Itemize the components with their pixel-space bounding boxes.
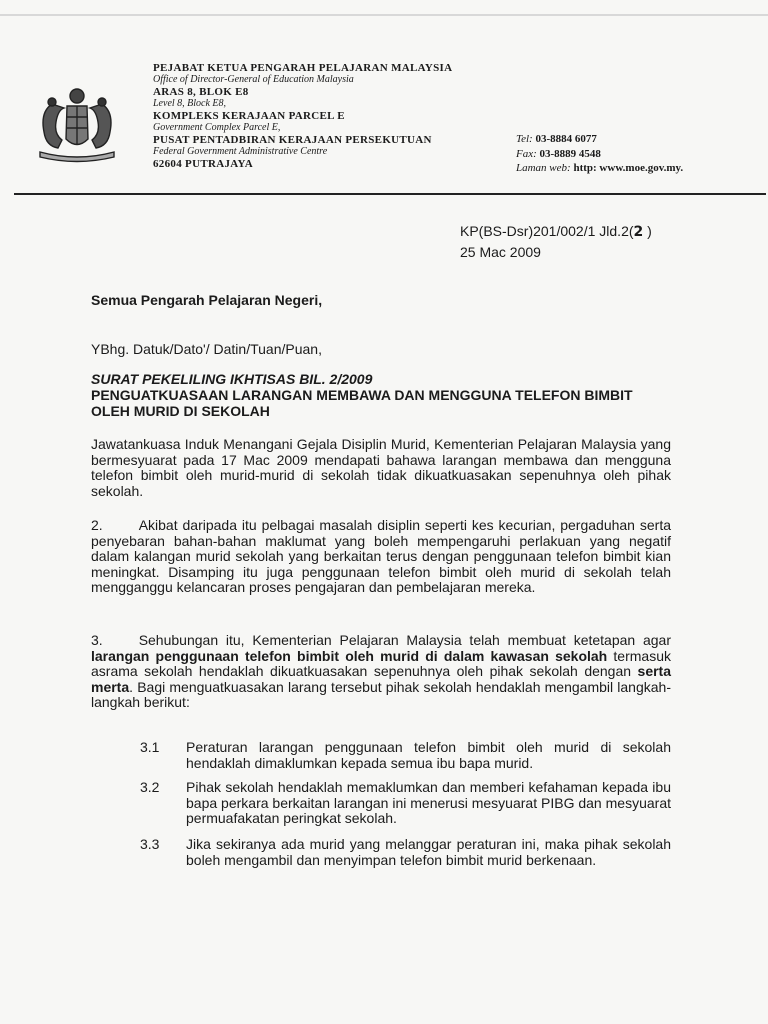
letterhead-address xyxy=(153,62,452,170)
letterhead-line: PEJABAT KETUA PENGARAH PELAJARAN MALAYSIA xyxy=(153,62,453,74)
addressee: Semua Pengarah Pelajaran Negeri, xyxy=(91,292,323,308)
list-item-number: 3.3 xyxy=(140,836,160,852)
paragraph-1: Jawatankuasa Induk Menangani Gejala Disiplin Murid, Kementerian Pelajaran Malaysia yang bermesyuarat pada 17 Mac 2009 mendapati bahawa larangan membawa dan mengguna telefon bimbit oleh murid-murid di sekolah tidak dikuatkuasakan sepenuhnya oleh pihak sekolah. xyxy=(91,436,671,499)
reference-close: ) xyxy=(643,223,652,239)
letter-date: 25 Mac 2009 xyxy=(460,244,541,260)
paragraph-text: Akibat daripada itu pelbagai masalah disiplin seperti kes kecurian, pergaduhan serta penyebaran bahan-bahan maklumat yang boleh mempengaruhi perlakuan yang negatif dalam kalangan murid sekolah yang berkaitan terus dengan penggunaan telefon bimbit kian meningkat. Disamping itu juga penggunaan telefon bimbit oleh murid di sekolah telah mengganggu kelancaran proses pengajaran dan pembelajaran mereka. xyxy=(91,517,671,595)
paragraph-emphasis: larangan penggunaan telefon bimbit oleh murid di dalam kawasan sekolah xyxy=(91,647,608,664)
tel-number: 03-8884 6077 xyxy=(535,133,597,145)
paragraph-number: 3. xyxy=(91,632,103,648)
letterhead-line: Government Complex Parcel E, xyxy=(153,122,281,133)
salutation: YBhg. Datuk/Dato'/ Datin/Tuan/Puan, xyxy=(91,341,322,357)
reference-handwritten: 2 xyxy=(633,224,644,240)
paragraph-2 xyxy=(91,518,671,596)
reference-number: KP(BS-Dsr)201/002/1 Jld.2( xyxy=(460,223,634,239)
paragraph-emphasis: serta merta xyxy=(91,663,671,695)
fax-label: Fax: xyxy=(516,147,537,160)
circular-number: 2/2009 xyxy=(329,371,373,387)
letterhead-contact xyxy=(516,132,683,176)
paragraph-text: Sehubungan itu, Kementerian Pelajaran Malaysia telah membuat ketetapan agar xyxy=(138,632,671,648)
letterhead-line: Office of Director-General of Education Malaysia xyxy=(153,74,354,85)
paragraph-3 xyxy=(91,633,671,711)
list-item xyxy=(140,837,671,868)
circular-prefix: SURAT PEKELILING IKHTISAS BIL. xyxy=(91,371,326,387)
list-item-text: Peraturan larangan penggunaan telefon bimbit oleh murid di sekolah hendaklah dimaklumkan kepada semua ibu bapa murid. xyxy=(186,739,671,771)
letterhead-line: ARAS 8, BLOK E8 xyxy=(153,86,249,98)
tel-label: Tel: xyxy=(516,133,533,145)
list-item xyxy=(140,780,671,827)
letterhead-line: 62604 PUTRAJAYA xyxy=(153,158,253,170)
list-item xyxy=(140,740,671,771)
paragraph-number: 2. xyxy=(91,517,103,533)
letterhead-line: PUSAT PENTADBIRAN KERAJAAN PERSEKUTUAN xyxy=(153,134,432,146)
fax-number: 03-8889 4548 xyxy=(539,147,601,160)
circular-subject: PENGUATKUASAAN LARANGAN MEMBAWA DAN MENGGUNA TELEFON BIMBIT OLEH MURID DI SEKOLAH xyxy=(91,387,633,419)
web-address: http: www.moe.gov.my. xyxy=(573,162,684,174)
reference-block xyxy=(460,221,652,262)
coat-of-arms-emblem xyxy=(22,84,132,164)
letterhead-line: Federal Government Administrative Centre xyxy=(153,146,328,157)
list-item-text: Pihak sekolah hendaklah memaklumkan dan memberi kefahaman kepada ibu bapa perkara berkaitan larangan ini menerusi mesyuarat PIBG dan mesyuarat permuafakatan peringkat sekolah. xyxy=(186,779,671,826)
list-item-number: 3.2 xyxy=(140,779,160,795)
letterhead-divider xyxy=(14,193,766,195)
list-item-number: 3.1 xyxy=(140,739,160,755)
scan-top-edge xyxy=(0,14,768,16)
letterhead-line: Level 8, Block E8, xyxy=(153,98,227,109)
web-label: Laman web: xyxy=(516,162,571,174)
paragraph-text: termasuk asrama sekolah hendaklah dikuatkuasakan sepenuhnya oleh pihak sekolah dengan xyxy=(91,647,671,679)
letterhead-line: KOMPLEKS KERAJAAN PARCEL E xyxy=(153,110,345,122)
list-item-text: Jika sekiranya ada murid yang melanggar peraturan ini, maka pihak sekolah boleh mengambil dan menyimpan telefon bimbit murid berkenaan. xyxy=(186,836,671,868)
paragraph-text: . Bagi menguatkuasakan larang tersebut pihak sekolah hendaklah mengambil langkah-langkah berikut: xyxy=(91,678,671,710)
circular-title xyxy=(91,371,671,419)
